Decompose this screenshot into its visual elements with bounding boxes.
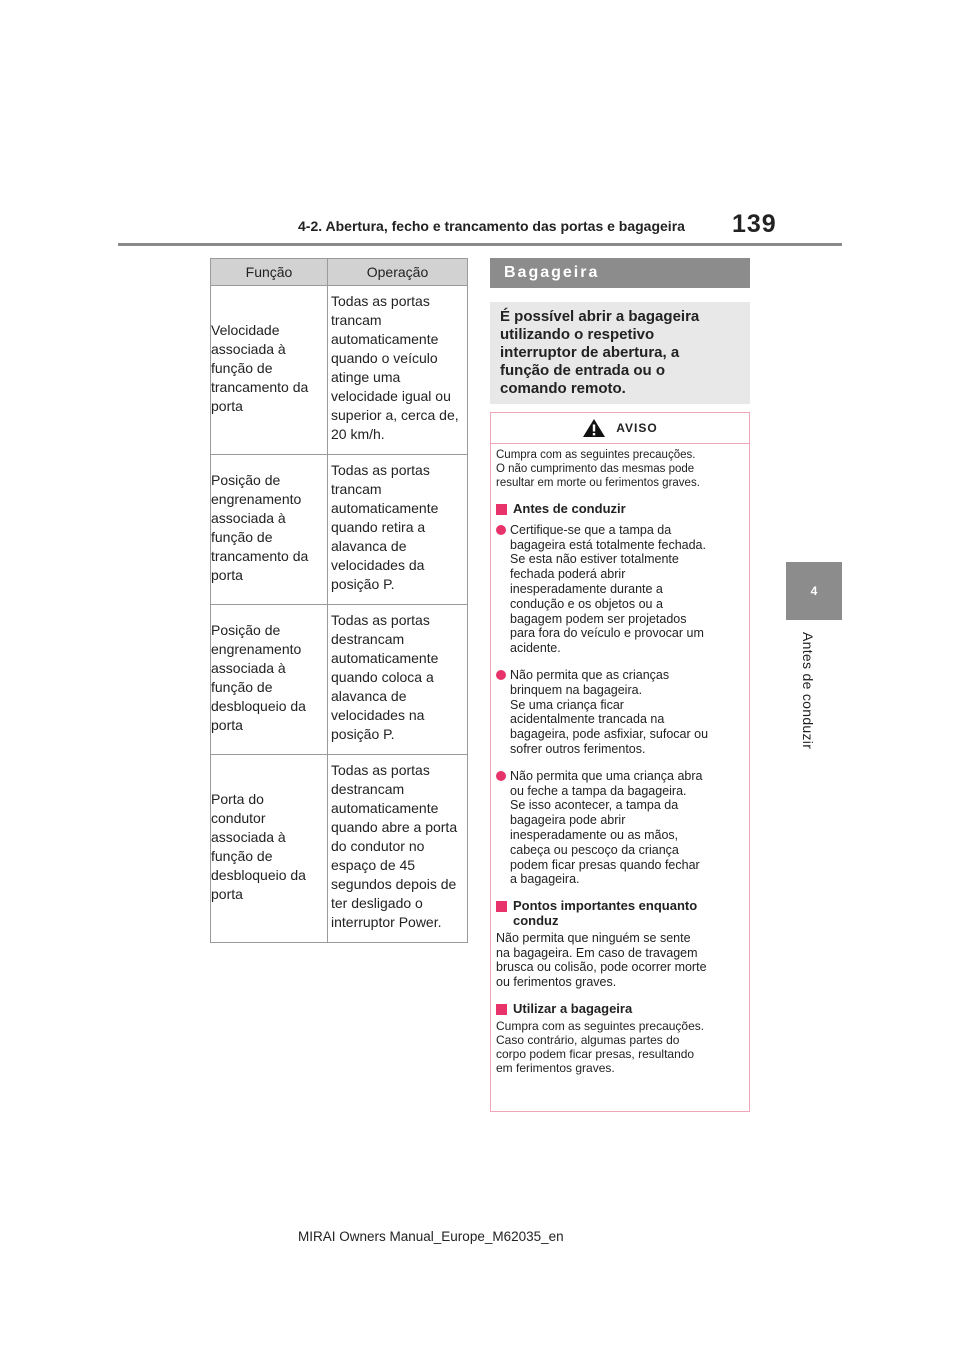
summary-line: É possível abrir a bagageira [500,308,700,325]
warning-bullet-line: Não permita que uma criança abra [510,768,703,783]
function-line: desbloqueio da [211,697,306,714]
operation-line: velocidade igual ou [331,388,451,404]
function-line: porta [211,716,243,733]
operation-line: velocidades na [331,707,425,723]
square-bullet-icon [496,1004,507,1015]
warning-bullet [496,668,744,757]
warning-bullet-text [510,769,744,887]
warning-bullet-line: bagageira pode abrir [510,813,626,828]
warning-bullet-line: Se esta não estiver totalmente [510,552,679,567]
operation-line: alavanca de [331,688,407,704]
table-row [211,286,468,455]
warning-bullet-line: Se uma criança ficar [510,697,624,712]
function-line: porta [211,566,243,583]
operation-cell [328,755,468,943]
warning-bullet-line: acidente. [510,641,561,656]
spacer [496,757,744,763]
header-divider [118,243,842,246]
warning-paragraph-line: ou ferimentos graves. [496,975,617,990]
chapter-label: Antes de conduzir [800,632,816,750]
summary-line: função de entrada ou o [500,362,666,379]
round-bullet-icon [496,771,506,781]
warning-section-heading [496,502,744,517]
function-line: associada à [211,659,286,676]
warning-triangle-icon [582,418,606,438]
warning-body [491,444,749,1075]
warning-box [490,412,750,1112]
warning-intro-line: O não cumprimento das mesmas pode [496,463,695,475]
operation-line: superior a, cerca de, [331,407,459,423]
function-line: função de [211,847,273,864]
function-line: engrenamento [211,490,302,507]
operation-line: quando coloca a [331,669,434,685]
square-bullet-icon [496,504,507,515]
section-heading-bagageira: Bagageira [490,258,750,288]
function-line: desbloqueio da [211,866,306,883]
round-bullet-icon [496,670,506,680]
table-row [211,605,468,755]
function-line: associada à [211,340,286,357]
warning-header [491,413,749,444]
warning-paragraph-line: Cumpra com as seguintes precauções. [496,1018,705,1033]
function-line: condutor [211,809,266,826]
function-line: associada à [211,828,286,845]
operation-line: Todas as portas [331,762,430,778]
section-title: 4-2. Abertura, fecho e trancamento das portas e bagageira [298,218,685,234]
function-cell [211,286,328,455]
operation-line: interruptor Power. [331,914,442,930]
function-line: trancamento da [211,547,309,564]
operation-line: destrancam [331,781,405,797]
warning-bullet-line: fechada poderá abrir [510,567,626,582]
warning-paragraph [496,1019,744,1075]
warning-bullet-line: podem ficar presas quando fechar [510,857,700,872]
operation-line: Todas as portas [331,462,430,478]
operation-line: espaço de 45 [331,857,416,873]
operation-line: atinge uma [331,369,401,385]
function-line: função de [211,678,273,695]
warning-bullet-line: brinquem na bagageira. [510,682,643,697]
warning-bullet-line: para fora do veículo e provocar um [510,626,704,641]
function-line: engrenamento [211,640,302,657]
warning-paragraph-line: corpo podem ficar presas, resultando [496,1046,695,1061]
warning-bullet-text [510,523,744,656]
function-line: porta [211,397,243,414]
function-line: função de [211,359,273,376]
warning-label: AVISO [616,421,658,435]
operation-line: automaticamente [331,800,439,816]
operation-line: quando retira a [331,519,426,535]
warning-bullet-line: ou feche a tampa da bagageira. [510,783,687,798]
warning-bullet [496,769,744,887]
warning-section-heading-text: Pontos importantes enquanto conduz [513,898,698,928]
function-line: trancamento da [211,378,309,395]
warning-bullet-line: bagageira está totalmente fechada. [510,537,706,552]
function-line: associada à [211,509,286,526]
warning-bullet-line: bagagem podem ser projetados [510,611,687,626]
operation-line: automaticamente [331,650,439,666]
function-line: Posição de [211,621,281,638]
operation-line: posição P. [331,576,395,592]
operation-cell [328,286,468,455]
function-cell [211,755,328,943]
operation-line: automaticamente [331,500,439,516]
warning-bullet-line: inesperadamente ou as mãos, [510,827,679,842]
warning-bullet-line: sofrer outros ferimentos. [510,741,646,756]
round-bullet-icon [496,525,506,535]
operation-cell [328,455,468,605]
function-line: porta [211,885,243,902]
function-table [210,258,468,943]
operation-line: 20 km/h. [331,426,385,442]
operation-line: Todas as portas [331,612,430,628]
square-bullet-icon [496,901,507,912]
table-header-function: Função [211,259,328,286]
table-header-operation: Operação [328,259,468,286]
warning-intro-line: resultar em morte ou ferimentos graves. [496,477,700,489]
warning-bullet-line: a bagageira. [510,872,580,887]
operation-line: do condutor no [331,838,425,854]
warning-section-heading-text: Antes de conduzir [513,501,626,516]
function-line: Velocidade [211,321,280,338]
warning-bullet-text [510,668,744,757]
summary-line: comando remoto. [500,380,626,397]
operation-line: quando abre a porta [331,819,458,835]
page-number: 139 [732,210,777,238]
operation-line: trancam [331,481,382,497]
warning-bullet-line: Certifique-se que a tampa da [510,522,672,537]
operation-line: destrancam [331,631,405,647]
table-body [211,286,468,943]
warning-bullet-line: cabeça ou pescoço da criança [510,842,679,857]
operation-line: automaticamente [331,331,439,347]
warning-bullet-line: bagageira, pode asfixiar, sufocar ou [510,727,709,742]
warning-paragraph-line: na bagageira. Em caso de travagem [496,945,698,960]
table-row [211,455,468,605]
warning-paragraph-line: Não permita que ninguém se sente [496,930,691,945]
warning-bullet-line: condução e os objetos ou a [510,596,663,611]
warning-bullet-line: Se isso acontecer, a tampa da [510,798,679,813]
warning-intro [496,448,744,490]
chapter-tab[interactable] [786,562,842,620]
warning-paragraph-line: Caso contrário, algumas partes do [496,1032,680,1047]
operation-line: trancam [331,312,382,328]
warning-bullet-line: acidentalmente trancada na [510,712,665,727]
warning-paragraph-line: em ferimentos graves. [496,1060,615,1075]
warning-section-heading-text: Utilizar a bagageira [513,1000,633,1016]
operation-line: Todas as portas [331,293,430,309]
function-cell [211,605,328,755]
function-line: Porta do [211,790,264,807]
warning-intro-line: Cumpra com as seguintes precauções. [496,449,696,461]
warning-section-heading [496,1002,744,1017]
warning-paragraph [496,931,744,990]
operation-line: posição P. [331,726,395,742]
warning-section-heading [496,899,744,929]
footer-text: MIRAI Owners Manual_Europe_M62035_en [298,1229,564,1244]
operation-line: ter desligado o [331,895,423,911]
function-cell [211,455,328,605]
function-line: função de [211,528,273,545]
spacer [496,656,744,662]
function-line: Posição de [211,471,281,488]
table-row [211,755,468,943]
warning-bullet [496,523,744,656]
warning-bullet-line: inesperadamente durante a [510,581,663,596]
summary-line: utilizando o respetivo [500,326,655,343]
operation-cell [328,605,468,755]
summary-line: interruptor de abertura, a [500,344,680,361]
operation-line: quando o veículo [331,350,438,366]
warning-bullet-line: Não permita que as crianças [510,667,670,682]
operation-line: segundos depois de [331,876,457,892]
chapter-number: 4 [810,584,818,598]
warning-paragraph-line: brusca ou colisão, pode ocorrer morte [496,960,707,975]
operation-line: velocidades da [331,557,425,573]
summary-box [490,302,750,404]
operation-line: alavanca de [331,538,407,554]
